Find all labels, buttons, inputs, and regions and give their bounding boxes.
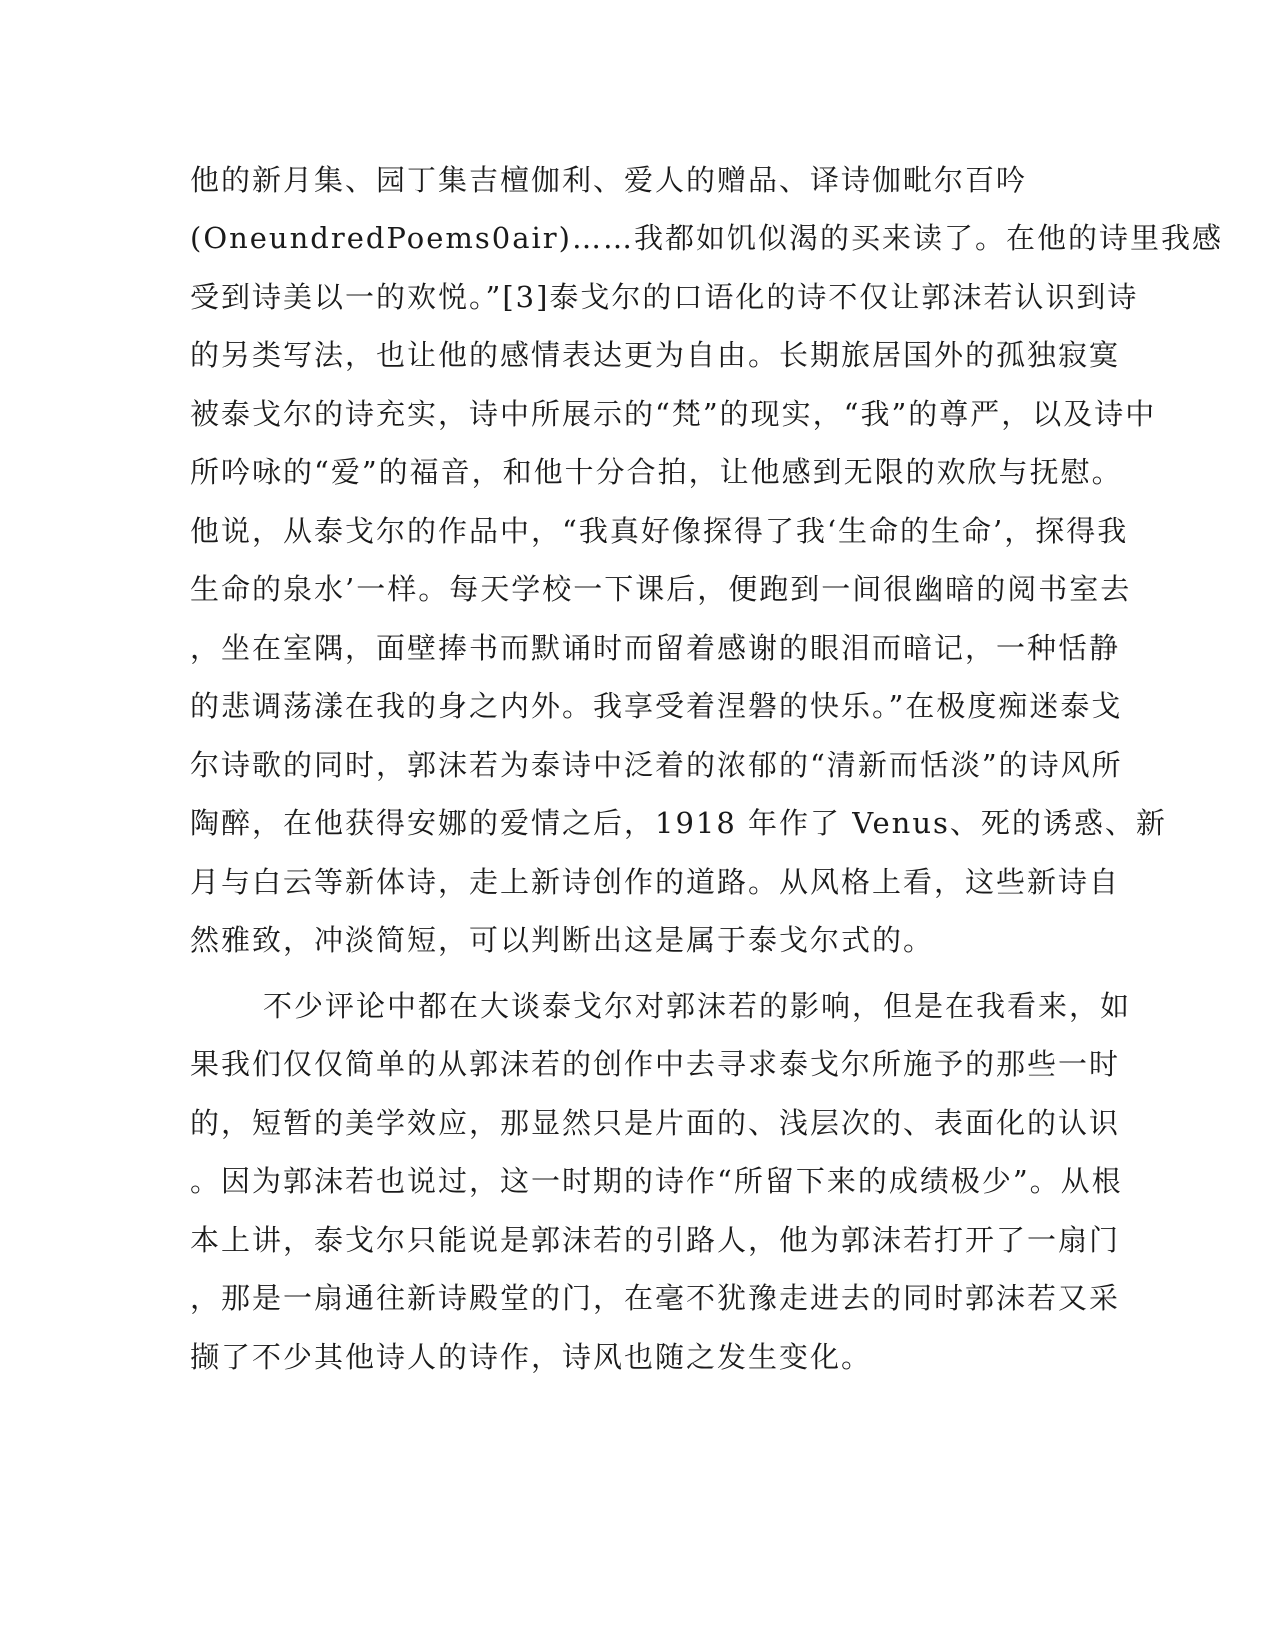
paragraph-2-line-2: 果我们仅仅简单的从郭沫若的创作中去寻求泰戈尔所施予的那些一时 bbox=[190, 1047, 1121, 1081]
paragraph-1-line-2: (OneundredPoems0air)……我都如饥似渴的买来读了。在他的诗里我感 bbox=[190, 221, 1223, 255]
paragraph-2-line-7: 撷了不少其他诗人的诗作，诗风也随之发生变化。 bbox=[190, 1340, 873, 1374]
paragraph-1-line-14: 然雅致，冲淡简短，可以判断出这是属于泰戈尔式的。 bbox=[190, 923, 935, 957]
paragraph-1-line-3: 受到诗美以一的欢悦。”[3]泰戈尔的口语化的诗不仅让郭沫若认识到诗 bbox=[190, 280, 1139, 314]
paragraph-2-line-4: 。因为郭沫若也说过，这一时期的诗作“所留下来的成绩极少”。从根 bbox=[190, 1164, 1123, 1198]
paragraph-1-line-1: 他的新月集、园丁集吉檀伽利、爱人的赠品、译诗伽毗尔百吟 bbox=[190, 163, 1028, 197]
paragraph-2-line-6: ，那是一扇通往新诗殿堂的门，在毫不犹豫走进去的同时郭沫若又采 bbox=[190, 1281, 1121, 1315]
paragraph-1-line-7: 他说，从泰戈尔的作品中，“我真好像探得了我‘生命的生命’，探得我 bbox=[190, 514, 1129, 548]
paragraph-1-line-5: 被泰戈尔的诗充实，诗中所展示的“梵”的现实，“我”的尊严，以及诗中 bbox=[190, 397, 1157, 431]
paragraph-2-line-5: 本上讲，泰戈尔只能说是郭沫若的引路人，他为郭沫若打开了一扇门 bbox=[190, 1223, 1121, 1257]
paragraph-1-line-6: 所吟咏的“爱”的福音，和他十分合拍，让他感到无限的欢欣与抚慰。 bbox=[190, 455, 1123, 489]
paragraph-2-line-3: 的，短暂的美学效应，那显然只是片面的、浅层次的、表面化的认识 bbox=[190, 1106, 1121, 1140]
paragraph-1-line-11: 尔诗歌的同时，郭沫若为泰诗中泛着的浓郁的“清新而恬淡”的诗风所 bbox=[190, 748, 1123, 782]
paragraph-1-line-9: ，坐在室隅，面壁捧书而默诵时而留着感谢的眼泪而暗记，一种恬静 bbox=[190, 631, 1121, 665]
paragraph-1-line-10: 的悲调荡漾在我的身之内外。我享受着涅磐的快乐。”在极度痴迷泰戈 bbox=[190, 689, 1123, 723]
paragraph-1-line-8: 生命的泉水’一样。每天学校一下课后，便跑到一间很幽暗的阅书室去 bbox=[190, 572, 1132, 606]
paragraph-2-line-1: 不少评论中都在大谈泰戈尔对郭沫若的影响，但是在我看来，如 bbox=[263, 989, 1132, 1023]
paragraph-1-line-12: 陶醉，在他获得安娜的爱情之后，1918 年作了 Venus、死的诱惑、新 bbox=[190, 806, 1167, 840]
paragraph-1-line-4: 的另类写法，也让他的感情表达更为自由。长期旅居国外的孤独寂寞 bbox=[190, 338, 1121, 372]
paragraph-1-line-13: 月与白云等新体诗，走上新诗创作的道路。从风格上看，这些新诗自 bbox=[190, 865, 1121, 899]
